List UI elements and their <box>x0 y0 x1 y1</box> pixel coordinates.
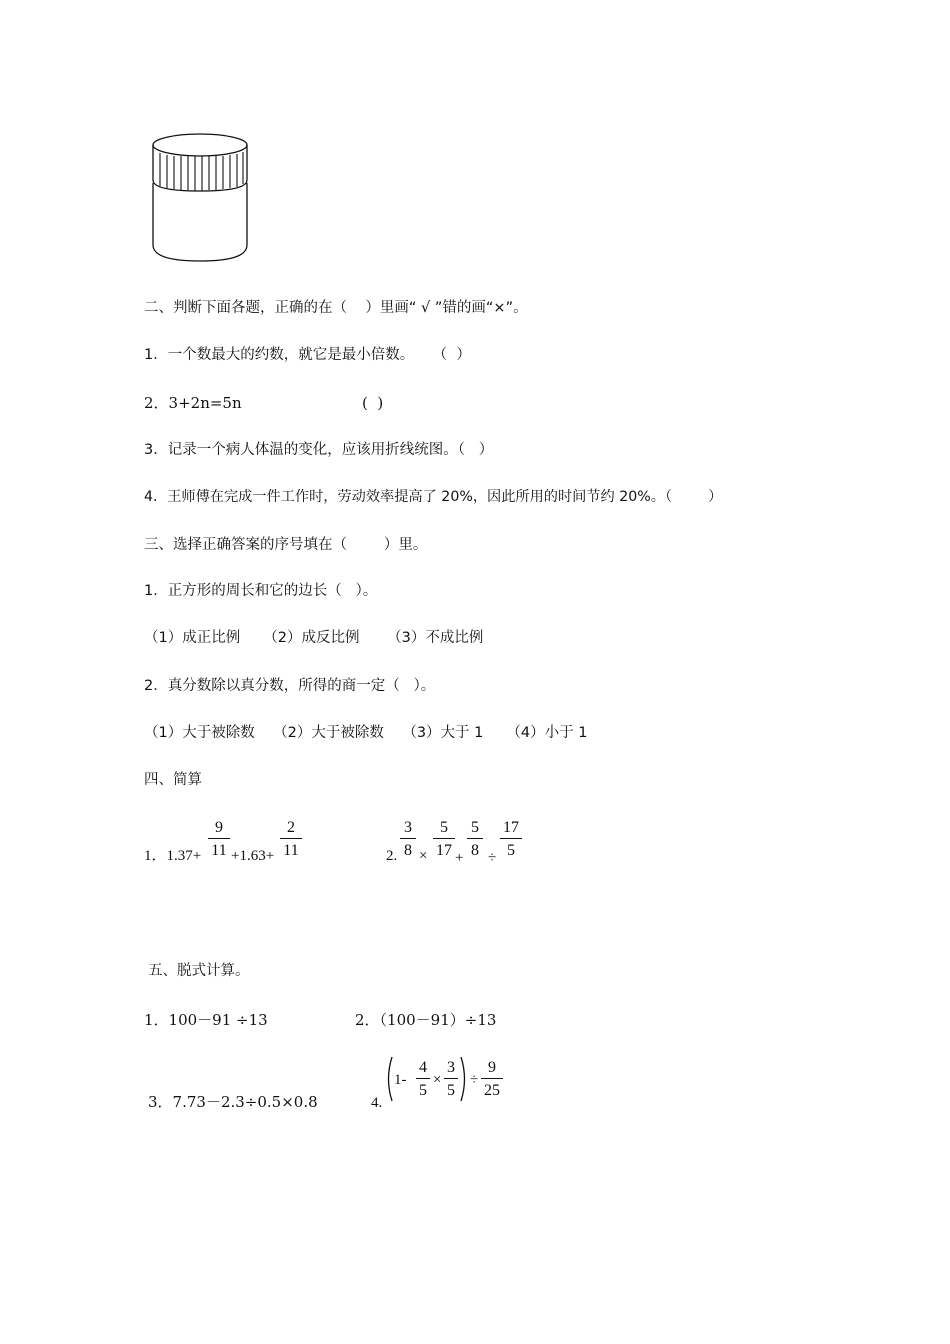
section3-q1: 1．正方形的周长和它的边长（ ）。 <box>144 583 378 599</box>
section5-p4-fraction-1 <box>416 1058 430 1100</box>
section4-p2-times-operator: × <box>419 848 428 864</box>
section4-p2-fraction-4 <box>500 818 522 860</box>
section4-p2-fraction-2 <box>433 818 455 860</box>
section3-q2: 2．真分数除以真分数，所得的商一定（ ）。 <box>144 678 436 694</box>
numerator: 9 <box>488 1059 496 1076</box>
section5-p2: 2．（100－91）÷13 <box>355 1011 497 1029</box>
right-parenthesis <box>459 1056 469 1102</box>
denominator: 8 <box>404 842 412 859</box>
section2-heading: 二、判断下面各题，正确的在（ ）里画“ √ ”错的画“×”。 <box>144 300 528 316</box>
cylinder-illustration <box>140 128 255 268</box>
denominator: 5 <box>447 1082 455 1099</box>
fraction-bar <box>433 838 455 839</box>
section5-p4-lead: 4. <box>371 1095 383 1111</box>
denominator: 5 <box>507 842 515 859</box>
section2-q1: 1．一个数最大的约数，就它是最小倍数。 （ ） <box>144 347 471 363</box>
left-parenthesis <box>384 1056 394 1102</box>
section5-p4-divide-operator: ÷ <box>470 1072 479 1088</box>
fraction-bar <box>467 838 483 839</box>
section2-q3: 3．记录一个病人体温的变化，应该用折线统图。（ ） <box>144 442 494 458</box>
fraction-bar <box>416 1078 430 1079</box>
fraction-bar <box>280 838 302 839</box>
numerator: 3 <box>447 1059 455 1076</box>
section4-p1-lead: 1．1.37+ <box>144 848 202 864</box>
section4-p2-lead: 2. <box>386 848 398 864</box>
section4-p1-middle: +1.63+ <box>231 848 275 864</box>
section2-q2-expression: 2．3+2n=5n <box>144 394 242 412</box>
section3-q1-options: （1）成正比例 （2）成反比例 （3）不成比例 <box>144 630 484 646</box>
denominator: 8 <box>471 842 479 859</box>
denominator: 11 <box>283 842 299 859</box>
section5-p1: 1．100－91 ÷13 <box>144 1011 268 1029</box>
fraction-bar <box>481 1078 503 1079</box>
numerator: 3 <box>404 819 412 836</box>
denominator: 11 <box>211 842 227 859</box>
section5-p4-fraction-2 <box>444 1058 458 1100</box>
section4-p1-fraction-1 <box>208 818 230 860</box>
section5-p4-fraction-3 <box>481 1058 503 1100</box>
numerator: 5 <box>471 819 479 836</box>
section4-p2-divide-operator: ÷ <box>488 850 497 866</box>
section5-p3: 3．7.73－2.3÷0.5×0.8 <box>148 1093 318 1111</box>
fraction-bar <box>400 838 416 839</box>
numerator: 4 <box>419 1059 427 1076</box>
numerator: 2 <box>287 819 295 836</box>
fraction-bar <box>208 838 230 839</box>
section4-p2-fraction-1 <box>400 818 416 860</box>
section4-heading: 四、简算 <box>144 772 202 788</box>
numerator: 17 <box>503 819 519 836</box>
fraction-bar <box>500 838 522 839</box>
section2-q4: 4．王师傅在完成一件工作时，劳动效率提高了 20%，因此所用的时间节约 20%。（ ） <box>144 489 723 505</box>
denominator: 5 <box>419 1082 427 1099</box>
section4-p2-plus-operator: + <box>455 850 464 866</box>
fraction-bar <box>444 1078 458 1079</box>
section3-heading: 三、选择正确答案的序号填在（ ）里。 <box>144 537 428 553</box>
section5-p4-one-minus: 1- <box>394 1072 407 1088</box>
numerator: 5 <box>440 819 448 836</box>
section3-q2-options: （1）大于被除数 （2）大于被除数 （3）大于 1 （4）小于 1 <box>144 725 588 741</box>
section5-heading: 五、脱式计算。 <box>148 963 250 979</box>
section2-q2-answer-paren: ( ) <box>362 394 384 412</box>
section5-p4-times-operator: × <box>433 1072 442 1088</box>
section4-p1-fraction-2 <box>280 818 302 860</box>
denominator: 25 <box>484 1082 500 1099</box>
denominator: 17 <box>436 842 452 859</box>
numerator: 9 <box>215 819 223 836</box>
section4-p2-fraction-3 <box>467 818 483 860</box>
